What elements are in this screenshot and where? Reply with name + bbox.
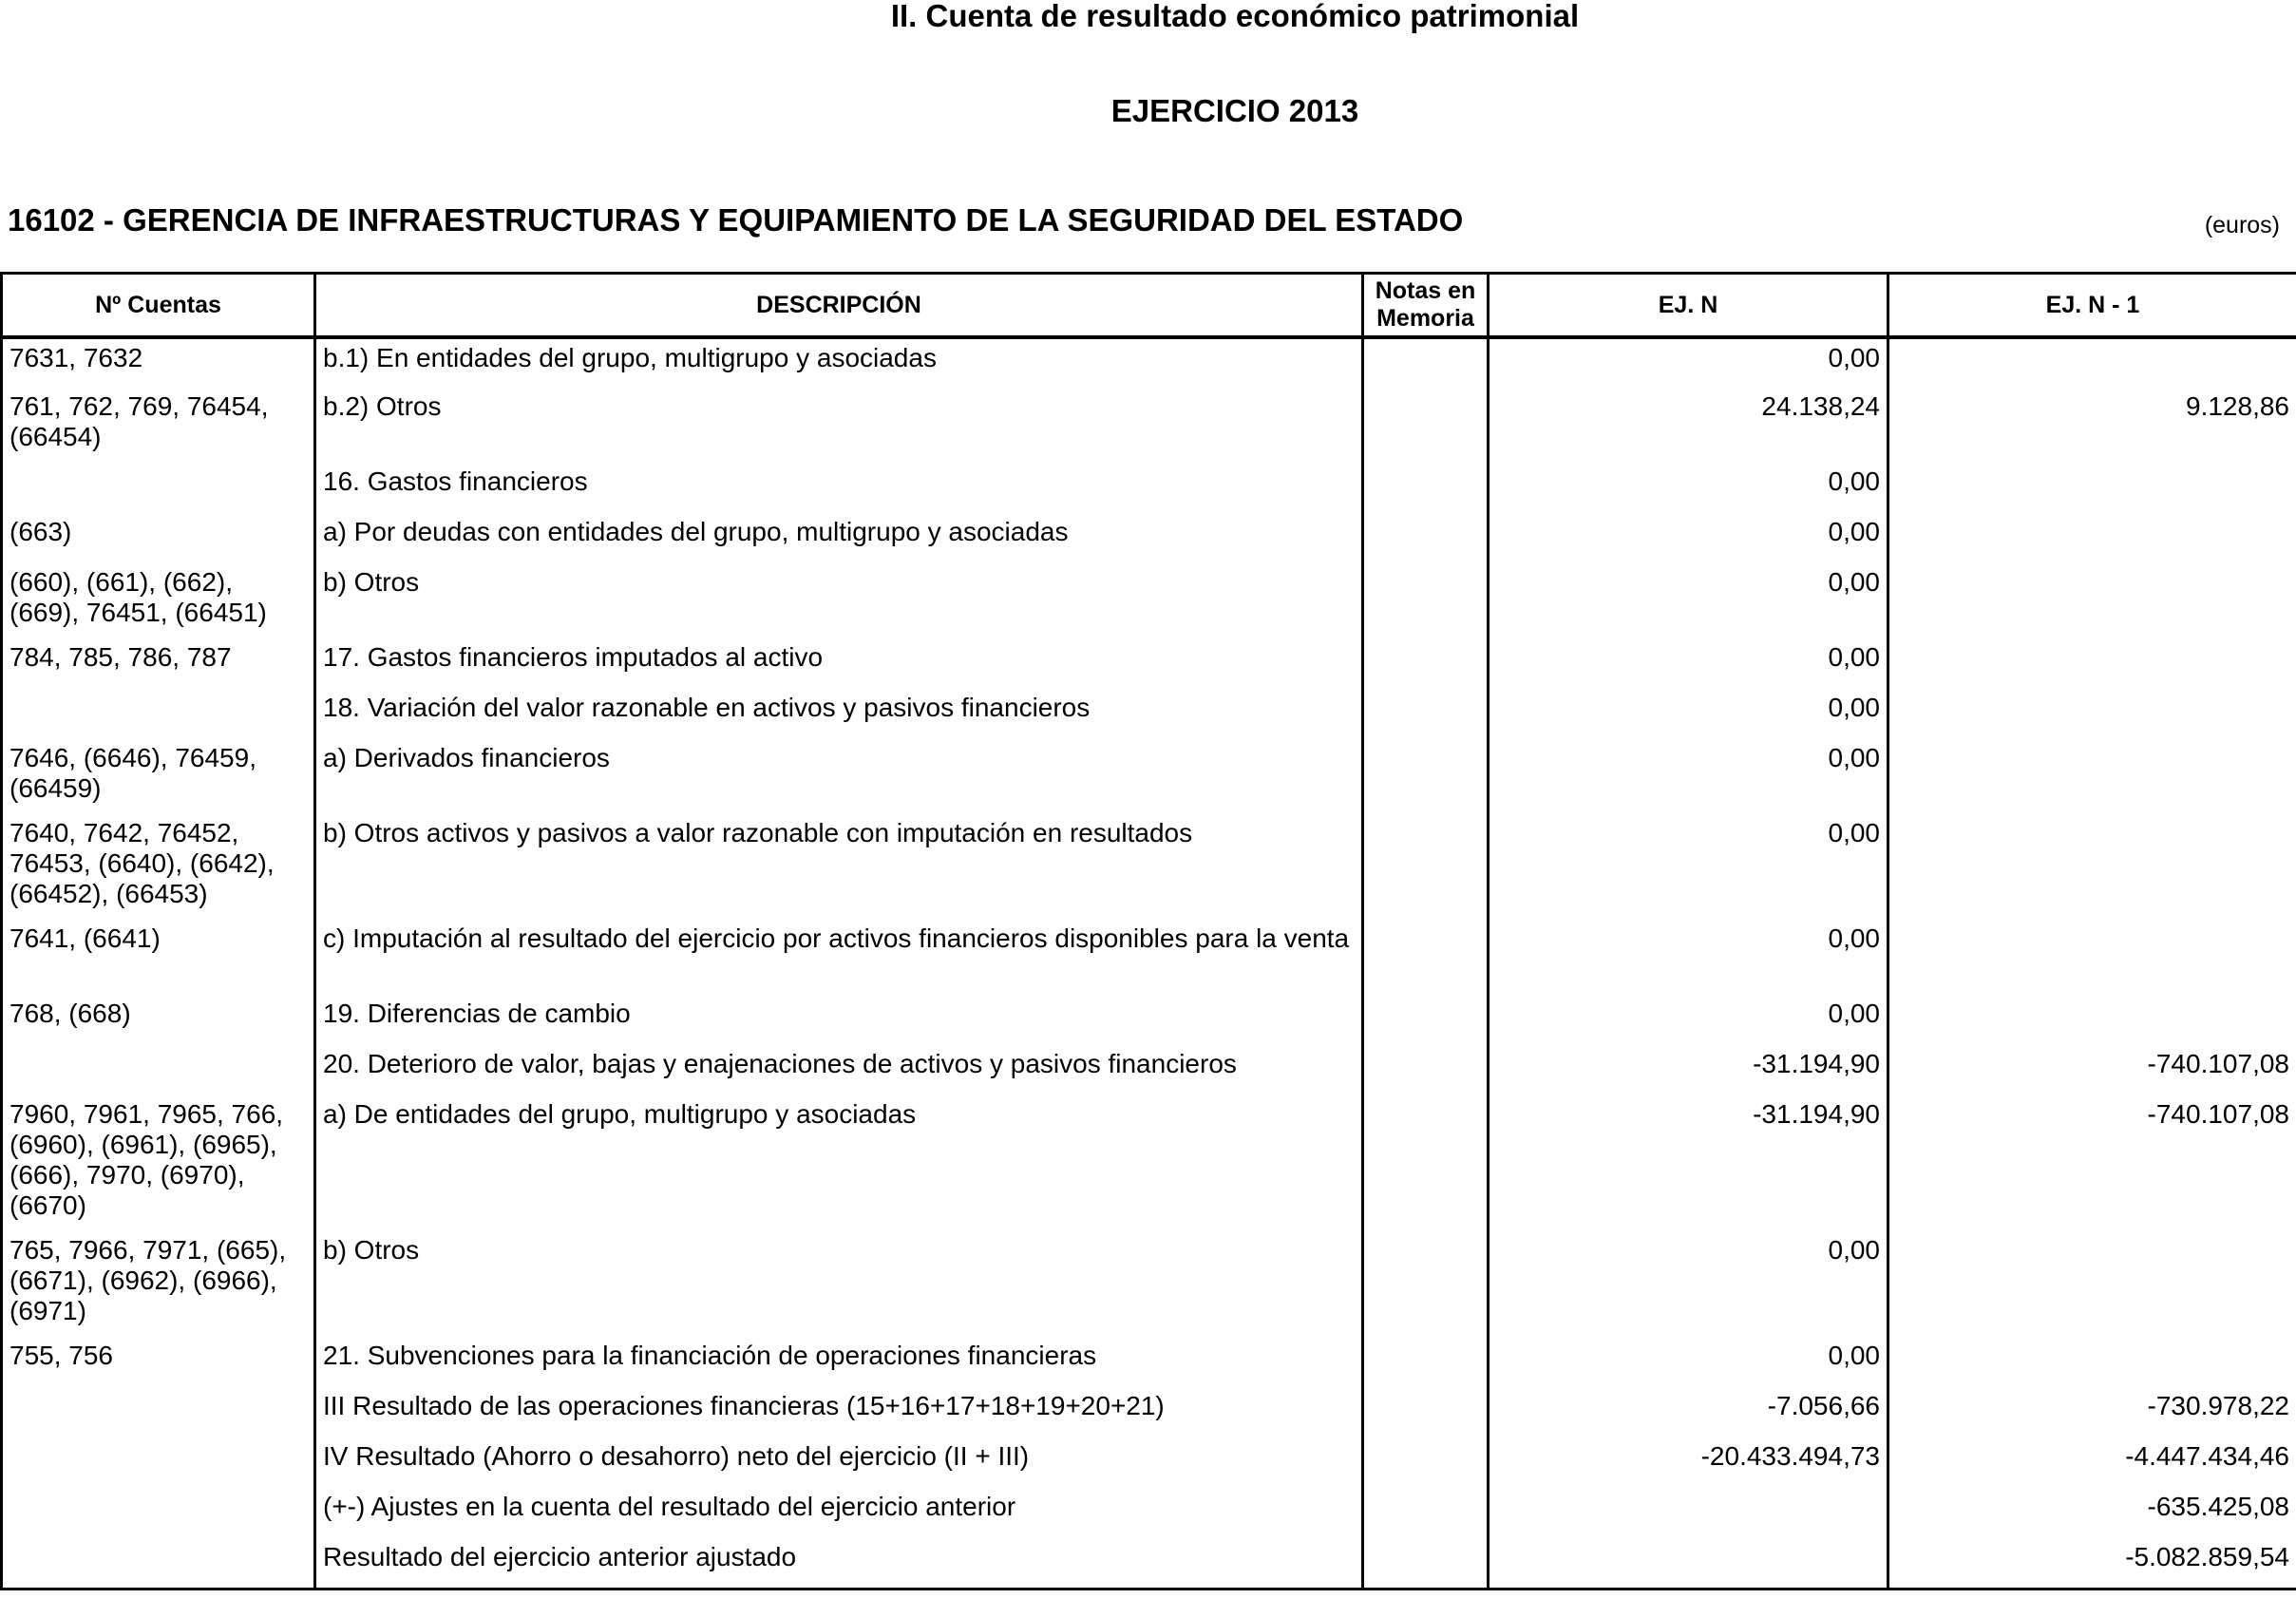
current-year-value: -7.056,66 xyxy=(1489,1387,1888,1437)
current-year-value: 0,00 xyxy=(1489,995,1888,1045)
report-title: II. Cuenta de resultado económico patrimonial xyxy=(890,0,1580,33)
prior-year-value xyxy=(1888,814,2296,920)
current-year-value: 0,00 xyxy=(1489,1337,1888,1387)
entity-heading: 16102 - GERENCIA DE INFRAESTRUCTURAS Y EQUIPAMIENTO DE LA SEGURIDAD DEL ESTADO xyxy=(8,202,1464,238)
notes-cell xyxy=(1363,739,1489,814)
current-year-value: 0,00 xyxy=(1489,638,1888,689)
notes-cell xyxy=(1363,463,1489,513)
account-codes-cell xyxy=(2,1437,315,1488)
account-codes-cell: (660), (661), (662), (669), 76451, (66451) xyxy=(2,563,315,638)
description-cell: IV Resultado (Ahorro o desahorro) neto del ejercicio (II + III) xyxy=(315,1437,1363,1488)
description-cell: b) Otros xyxy=(315,1231,1363,1337)
current-year-value: -31.194,90 xyxy=(1489,1045,1888,1095)
column-header-ej-n-1: EJ. N - 1 xyxy=(1888,274,2296,338)
prior-year-value: -5.082.859,54 xyxy=(1888,1538,2296,1589)
account-codes-cell: 7646, (6646), 76459, (66459) xyxy=(2,739,315,814)
account-codes-cell: 761, 762, 769, 76454, (66454) xyxy=(2,388,315,463)
current-year-value: 0,00 xyxy=(1489,337,1888,388)
account-codes-cell: 7631, 7632 xyxy=(2,337,315,388)
table-row xyxy=(2,1045,2296,1095)
account-codes-cell xyxy=(2,1387,315,1437)
notes-cell xyxy=(1363,388,1489,463)
prior-year-value xyxy=(1888,513,2296,563)
account-codes-cell: 7960, 7961, 7965, 766, (6960), (6961), (6965), (666), 7970, (6970), (6670) xyxy=(2,1095,315,1231)
account-codes-cell: 784, 785, 786, 787 xyxy=(2,638,315,689)
description-cell: III Resultado de las operaciones financieras (15+16+17+18+19+20+21) xyxy=(315,1387,1363,1437)
account-codes-cell xyxy=(2,463,315,513)
table-row xyxy=(2,463,2296,513)
income-statement-table xyxy=(0,272,2296,1590)
current-year-value: 0,00 xyxy=(1489,739,1888,814)
prior-year-value xyxy=(1888,1337,2296,1387)
notes-cell xyxy=(1363,513,1489,563)
prior-year-value xyxy=(1888,920,2296,995)
column-header-cuentas: Nº Cuentas xyxy=(2,274,315,338)
account-codes-cell: (663) xyxy=(2,513,315,563)
notes-cell xyxy=(1363,1045,1489,1095)
notes-cell xyxy=(1363,1387,1489,1437)
description-cell: b) Otros activos y pasivos a valor razonable con imputación en resultados xyxy=(315,814,1363,920)
description-cell: c) Imputación al resultado del ejercicio por activos financieros disponibles para la venta xyxy=(315,920,1363,995)
table-row xyxy=(2,1387,2296,1437)
description-cell: b) Otros xyxy=(315,563,1363,638)
notes-cell xyxy=(1363,337,1489,388)
table-row xyxy=(2,1488,2296,1538)
fiscal-year-heading: EJERCICIO 2013 xyxy=(1110,93,1359,128)
description-cell: 20. Deterioro de valor, bajas y enajenaciones de activos y pasivos financieros xyxy=(315,1045,1363,1095)
notes-cell xyxy=(1363,563,1489,638)
prior-year-value: 9.128,86 xyxy=(1888,388,2296,463)
description-cell: 16. Gastos financieros xyxy=(315,463,1363,513)
description-cell: b.1) En entidades del grupo, multigrupo y asociadas xyxy=(315,337,1363,388)
prior-year-value: -740.107,08 xyxy=(1888,1045,2296,1095)
table-row xyxy=(2,337,2296,388)
prior-year-value xyxy=(1888,1231,2296,1337)
account-codes-cell xyxy=(2,1538,315,1589)
table-row xyxy=(2,1437,2296,1488)
account-codes-cell: 7641, (6641) xyxy=(2,920,315,995)
current-year-value: 0,00 xyxy=(1489,563,1888,638)
description-cell: 19. Diferencias de cambio xyxy=(315,995,1363,1045)
description-cell: Resultado del ejercicio anterior ajustado xyxy=(315,1538,1363,1589)
description-cell: b.2) Otros xyxy=(315,388,1363,463)
notes-cell xyxy=(1363,689,1489,739)
table-row xyxy=(2,1095,2296,1231)
notes-cell xyxy=(1363,638,1489,689)
current-year-value: 0,00 xyxy=(1489,814,1888,920)
prior-year-value: -635.425,08 xyxy=(1888,1488,2296,1538)
table-row xyxy=(2,513,2296,563)
table-row xyxy=(2,638,2296,689)
prior-year-value xyxy=(1888,463,2296,513)
table-header-row xyxy=(2,274,2296,338)
current-year-value: 0,00 xyxy=(1489,920,1888,995)
description-cell: a) Por deudas con entidades del grupo, multigrupo y asociadas xyxy=(315,513,1363,563)
prior-year-value xyxy=(1888,739,2296,814)
current-year-value xyxy=(1489,1488,1888,1538)
account-codes-cell: 7640, 7642, 76452, 76453, (6640), (6642), (66452), (66453) xyxy=(2,814,315,920)
current-year-value: -20.433.494,73 xyxy=(1489,1437,1888,1488)
table-row xyxy=(2,814,2296,920)
prior-year-value xyxy=(1888,689,2296,739)
table-row xyxy=(2,388,2296,463)
prior-year-value xyxy=(1888,337,2296,388)
table-body xyxy=(2,337,2296,1589)
description-cell: 18. Variación del valor razonable en activos y pasivos financieros xyxy=(315,689,1363,739)
current-year-value: 0,00 xyxy=(1489,1231,1888,1337)
prior-year-value xyxy=(1888,563,2296,638)
table-row xyxy=(2,1337,2296,1387)
current-year-value: -31.194,90 xyxy=(1489,1095,1888,1231)
description-cell: 17. Gastos financieros imputados al activo xyxy=(315,638,1363,689)
account-codes-cell xyxy=(2,689,315,739)
current-year-value: 0,00 xyxy=(1489,689,1888,739)
notes-cell xyxy=(1363,1095,1489,1231)
description-cell: (+-) Ajustes en la cuenta del resultado del ejercicio anterior xyxy=(315,1488,1363,1538)
notes-cell xyxy=(1363,1538,1489,1589)
description-cell: a) Derivados financieros xyxy=(315,739,1363,814)
prior-year-value xyxy=(1888,995,2296,1045)
column-header-notas: Notas en Memoria xyxy=(1363,274,1489,338)
column-header-descripcion: DESCRIPCIÓN xyxy=(315,274,1363,338)
notes-cell xyxy=(1363,1437,1489,1488)
current-year-value: 0,00 xyxy=(1489,463,1888,513)
prior-year-value: -740.107,08 xyxy=(1888,1095,2296,1231)
current-year-value: 24.138,24 xyxy=(1489,388,1888,463)
table-row xyxy=(2,563,2296,638)
table-row xyxy=(2,1538,2296,1589)
notes-cell xyxy=(1363,995,1489,1045)
prior-year-value: -730.978,22 xyxy=(1888,1387,2296,1437)
currency-units-label: (euros) xyxy=(2204,212,2280,238)
account-codes-cell xyxy=(2,1488,315,1538)
notes-cell xyxy=(1363,1231,1489,1337)
table-row xyxy=(2,1231,2296,1337)
description-cell: 21. Subvenciones para la financiación de operaciones financieras xyxy=(315,1337,1363,1387)
prior-year-value: -4.447.434,46 xyxy=(1888,1437,2296,1488)
prior-year-value xyxy=(1888,638,2296,689)
description-cell: a) De entidades del grupo, multigrupo y asociadas xyxy=(315,1095,1363,1231)
notes-cell xyxy=(1363,814,1489,920)
account-codes-cell xyxy=(2,1045,315,1095)
account-codes-cell: 765, 7966, 7971, (665), (6671), (6962), (6966), (6971) xyxy=(2,1231,315,1337)
current-year-value xyxy=(1489,1538,1888,1589)
account-codes-cell: 755, 756 xyxy=(2,1337,315,1387)
notes-cell xyxy=(1363,1337,1489,1387)
table-row xyxy=(2,739,2296,814)
column-header-ej-n: EJ. N xyxy=(1489,274,1888,338)
table-row xyxy=(2,689,2296,739)
table-row xyxy=(2,995,2296,1045)
notes-cell xyxy=(1363,920,1489,995)
current-year-value: 0,00 xyxy=(1489,513,1888,563)
table-row xyxy=(2,920,2296,995)
notes-cell xyxy=(1363,1488,1489,1538)
account-codes-cell: 768, (668) xyxy=(2,995,315,1045)
